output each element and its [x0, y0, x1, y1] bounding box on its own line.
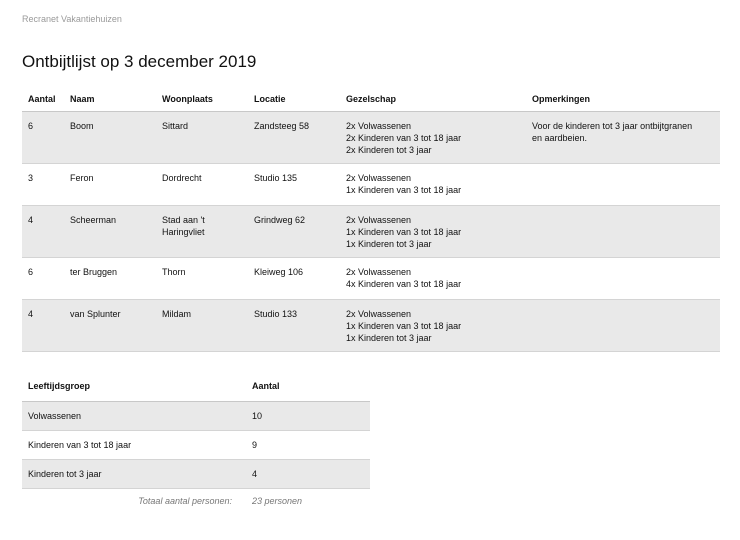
cell-line: en aardbeien.	[532, 132, 588, 143]
cell-line: 1x Kinderen tot 3 jaar	[346, 332, 432, 343]
cell-line: 2x Volwassenen	[346, 120, 412, 131]
cell-locatie: Studio 133	[248, 299, 340, 351]
header-aantal: Aantal	[246, 372, 370, 401]
cell-line: 2x Volwassenen	[346, 214, 412, 225]
cell-opmerkingen	[526, 111, 720, 163]
cell-gezelschap	[340, 205, 526, 257]
cell-opmerkingen	[526, 299, 720, 351]
cell-naam: ter Bruggen	[64, 257, 156, 299]
header-leeftijdsgroep: Leeftijdsgroep	[22, 372, 246, 401]
cell-woonplaats	[156, 205, 248, 257]
summary-count: 10	[246, 401, 370, 430]
table-row	[22, 205, 720, 257]
cell-line: 2x Kinderen tot 3 jaar	[346, 144, 432, 155]
summary-total-row	[22, 488, 370, 514]
cell-naam: van Splunter	[64, 299, 156, 351]
summary-group: Kinderen van 3 tot 18 jaar	[22, 430, 246, 459]
summary-group: Kinderen tot 3 jaar	[22, 459, 246, 488]
table-row	[22, 163, 720, 205]
cell-line: Mildam	[162, 308, 192, 319]
table-row	[22, 111, 720, 163]
cell-aantal: 6	[22, 257, 64, 299]
summary-count: 9	[246, 430, 370, 459]
summary-row	[22, 459, 370, 488]
cell-woonplaats	[156, 257, 248, 299]
table-row	[22, 257, 720, 299]
cell-gezelschap	[340, 299, 526, 351]
table-row	[22, 299, 720, 351]
header-aantal: Aantal	[22, 87, 64, 111]
page-title: Ontbijtlijst op 3 december 2019	[22, 52, 257, 71]
cell-line: Haringvliet	[162, 226, 205, 237]
header-gezelschap: Gezelschap	[340, 87, 526, 111]
header-naam: Naam	[64, 87, 156, 111]
summary-row	[22, 401, 370, 430]
summary-row	[22, 430, 370, 459]
cell-woonplaats	[156, 299, 248, 351]
cell-woonplaats	[156, 163, 248, 205]
cell-line: 2x Volwassenen	[346, 172, 412, 183]
cell-aantal: 3	[22, 163, 64, 205]
brand-name: Recranet Vakantiehuizen	[22, 14, 122, 24]
cell-line: 1x Kinderen van 3 tot 18 jaar	[346, 226, 462, 237]
cell-naam: Scheerman	[64, 205, 156, 257]
cell-line: Sittard	[162, 120, 189, 131]
header-woonplaats: Woonplaats	[156, 87, 248, 111]
summary-group: Volwassenen	[22, 401, 246, 430]
cell-opmerkingen	[526, 163, 720, 205]
cell-line: Voor de kinderen tot 3 jaar ontbijtgranen	[532, 120, 693, 131]
cell-line: 1x Kinderen tot 3 jaar	[346, 238, 432, 249]
cell-woonplaats	[156, 111, 248, 163]
breakfast-table	[22, 87, 720, 352]
cell-locatie: Studio 135	[248, 163, 340, 205]
cell-line: 2x Volwassenen	[346, 266, 412, 277]
cell-line: Dordrecht	[162, 172, 202, 183]
cell-aantal: 4	[22, 299, 64, 351]
cell-line: 2x Volwassenen	[346, 308, 412, 319]
cell-line: 2x Kinderen van 3 tot 18 jaar	[346, 132, 462, 143]
breakfast-table-header	[22, 87, 720, 111]
cell-gezelschap	[340, 111, 526, 163]
cell-gezelschap	[340, 163, 526, 205]
cell-line: 4x Kinderen van 3 tot 18 jaar	[346, 278, 462, 289]
cell-aantal: 4	[22, 205, 64, 257]
cell-opmerkingen	[526, 257, 720, 299]
total-label: Totaal aantal personen:	[138, 496, 232, 507]
cell-aantal: 6	[22, 111, 64, 163]
total-value: 23 personen	[252, 496, 303, 507]
cell-line: Thorn	[162, 266, 186, 277]
cell-naam: Boom	[64, 111, 156, 163]
cell-line: Stad aan 't	[162, 214, 205, 225]
age-group-summary-table	[22, 372, 370, 514]
summary-count: 4	[246, 459, 370, 488]
cell-locatie: Zandsteeg 58	[248, 111, 340, 163]
cell-line: 1x Kinderen van 3 tot 18 jaar	[346, 184, 462, 195]
header-locatie: Locatie	[248, 87, 340, 111]
cell-locatie: Grindweg 62	[248, 205, 340, 257]
header-opmerkingen: Opmerkingen	[526, 87, 720, 111]
cell-naam: Feron	[64, 163, 156, 205]
cell-locatie: Kleiweg 106	[248, 257, 340, 299]
summary-table-header	[22, 372, 370, 401]
cell-line: 1x Kinderen van 3 tot 18 jaar	[346, 320, 462, 331]
cell-gezelschap	[340, 257, 526, 299]
cell-opmerkingen	[526, 205, 720, 257]
